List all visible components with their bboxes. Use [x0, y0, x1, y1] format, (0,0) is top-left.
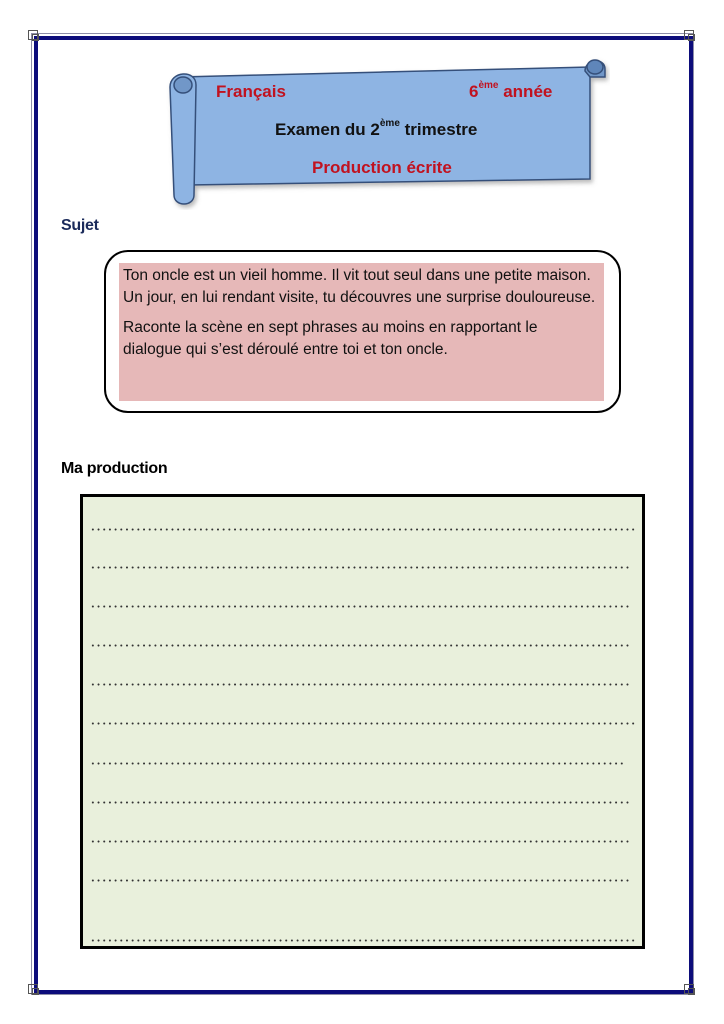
exam-prefix: Examen du 2	[275, 120, 380, 139]
corner-ornament-bottom-right	[684, 984, 694, 994]
dotted-writing-line	[90, 840, 631, 843]
corner-ornament-top-left	[28, 30, 38, 40]
dotted-writing-line	[90, 939, 636, 942]
grade-number: 6	[469, 82, 479, 101]
grade-label	[469, 82, 552, 102]
grade-word: année	[503, 82, 553, 101]
dotted-writing-line	[90, 528, 636, 531]
grade-suffix: ème	[478, 80, 499, 92]
dotted-writing-line	[90, 644, 631, 647]
corner-ornament-top-right	[684, 30, 694, 40]
exam-word: trimestre	[404, 120, 478, 139]
dotted-writing-line	[90, 683, 631, 686]
exam-suffix: ème	[379, 118, 400, 130]
sujet-text	[119, 263, 604, 401]
banner-curl-right-roll	[587, 60, 603, 74]
production-heading: Ma production	[61, 460, 168, 477]
dotted-writing-line	[90, 762, 624, 765]
dotted-writing-line	[90, 605, 631, 608]
exam-title	[275, 120, 477, 140]
dotted-writing-line	[90, 566, 631, 569]
section-label: Production écrite	[312, 158, 452, 177]
dotted-writing-line	[90, 801, 631, 804]
dotted-writing-line	[90, 722, 636, 725]
dotted-writing-line	[90, 879, 631, 882]
subject-label: Français	[216, 82, 286, 101]
corner-ornament-bottom-left	[28, 984, 38, 994]
sujet-heading: Sujet	[61, 217, 99, 234]
sujet-paragraph-2: Raconte la scène en sept phrases au moins en rapportant le dialogue qui s’est déroulé entre toi et ton oncle.	[123, 319, 538, 358]
sujet-paragraph-1: Ton oncle est un vieil homme. Il vit tout seul dans une petite maison. Un jour, en lui rendant visite, tu découvres une surprise douloureuse.	[123, 267, 596, 306]
banner-roll-left-end	[174, 77, 192, 93]
